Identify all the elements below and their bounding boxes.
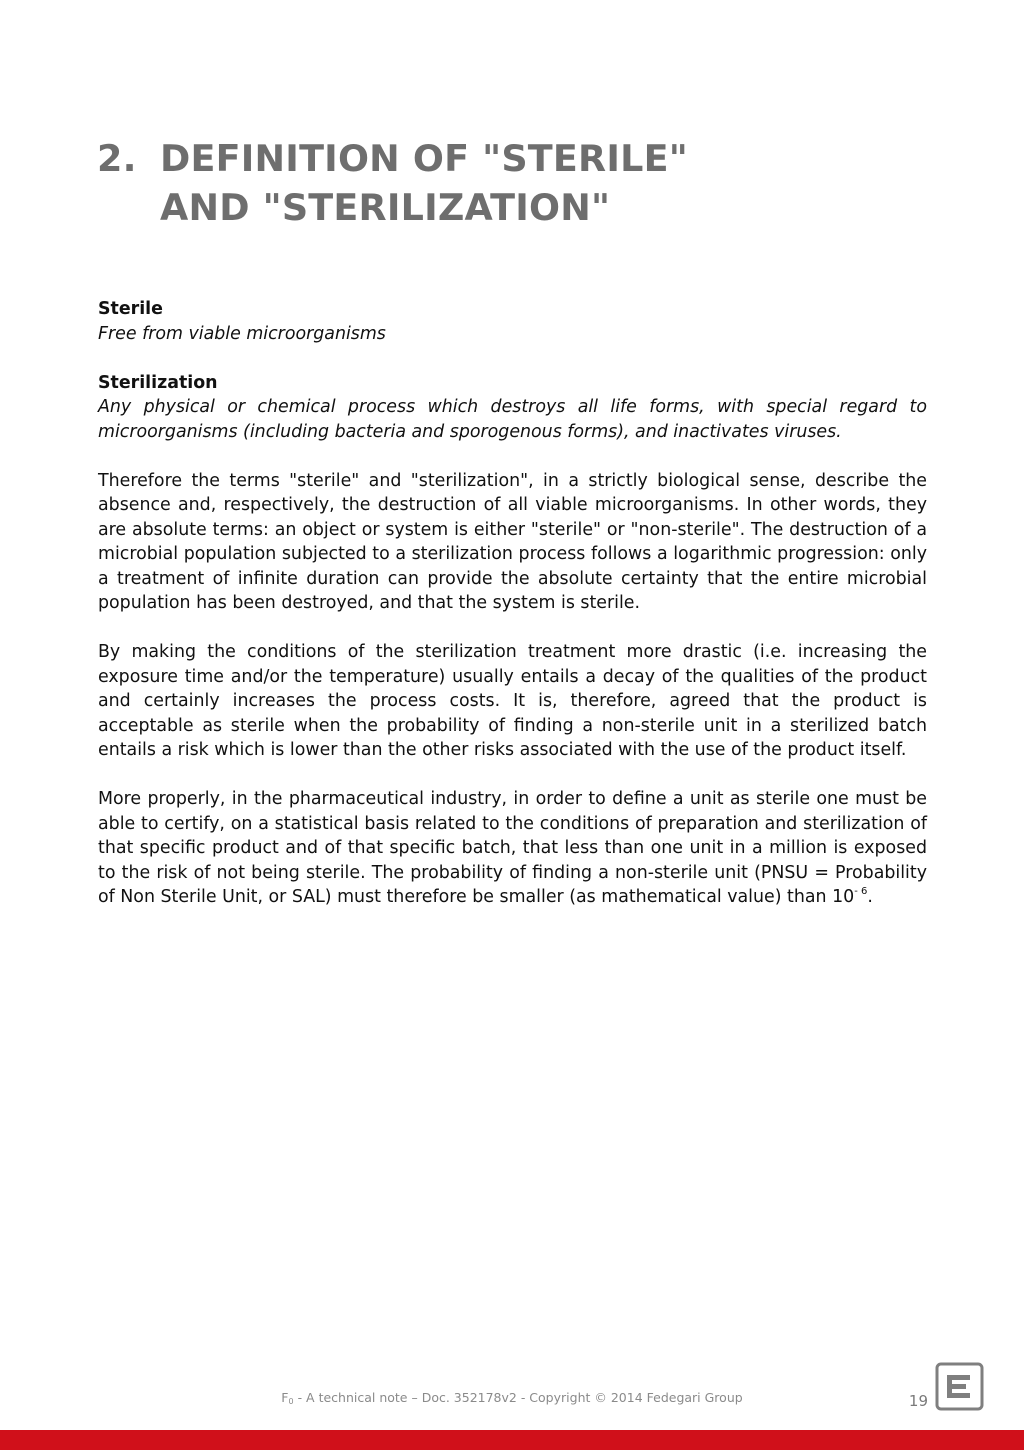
section-title-line-2: AND "STERILIZATION" bbox=[160, 186, 611, 229]
paragraph-3-end: . bbox=[867, 887, 873, 907]
paragraph-2: By making the conditions of the sterilization treatment more drastic (i.e. increasing the exposure time and/or the temperature) usually entails a decay of the qualities of the product and certainly increases the process costs. It is, therefore, agreed that the product is acceptable as sterile when the probability of finding a non-sterile unit in a sterilized batch entails a risk which is lower than the other risks associated with the use of the product itself. bbox=[98, 642, 927, 760]
section-title bbox=[160, 134, 917, 232]
footer-text: - A technical note – Doc. 352178v2 - Copyright © 2014 Fedegari Group bbox=[293, 1390, 743, 1405]
paragraph-3 bbox=[98, 787, 927, 910]
term-sterilization: Sterilization bbox=[98, 372, 218, 393]
document-body bbox=[98, 297, 927, 934]
footer-f-letter: F bbox=[281, 1390, 289, 1405]
paragraph-1: Therefore the terms "sterile" and "sterilization", in a strictly biological sense, describe the absence and, respectively, the destruction of all viable microorganisms. In other words, they are absolute terms: an object or system is either "sterile" or "non-sterile". The destruction of a microbial population subjected to a sterilization process follows a logarithmic progression: only a treatment of infinite duration can provide the absolute certainty that the entire microbial population has been destroyed, and that the system is sterile. bbox=[98, 470, 927, 613]
section-title-line-1: DEFINITION OF "STERILE" bbox=[160, 137, 688, 180]
paragraph-3-text: More properly, in the pharmaceutical industry, in order to define a unit as sterile one must be able to certify, on a statistical basis related to the conditions of preparation and sterilization of that specific product and of that specific batch, that less than one unit in a million is exposed to the risk of not being sterile. The probability of finding a non-sterile unit (PNSU = Probability of Non Sterile Unit, or SAL) must therefore be smaller (as mathematical value) than 10 bbox=[98, 789, 927, 907]
fedegari-logo-icon bbox=[935, 1362, 984, 1411]
section-number: 2. bbox=[97, 137, 137, 180]
footer-f-subscript: 0 bbox=[288, 1397, 294, 1406]
page-number: 19 bbox=[908, 1392, 928, 1410]
bottom-accent-bar bbox=[0, 1430, 1024, 1450]
exponent: - 6 bbox=[854, 886, 868, 898]
term-sterile: Sterile bbox=[98, 299, 163, 319]
definition-sterilization: Any physical or chemical process which destroys all life forms, with special regard to microorganisms (including bacteria and sporogenous forms), and inactivates viruses. bbox=[98, 397, 927, 442]
definition-sterile: Free from viable microorganisms bbox=[98, 323, 386, 344]
page-footer bbox=[0, 1390, 1024, 1406]
